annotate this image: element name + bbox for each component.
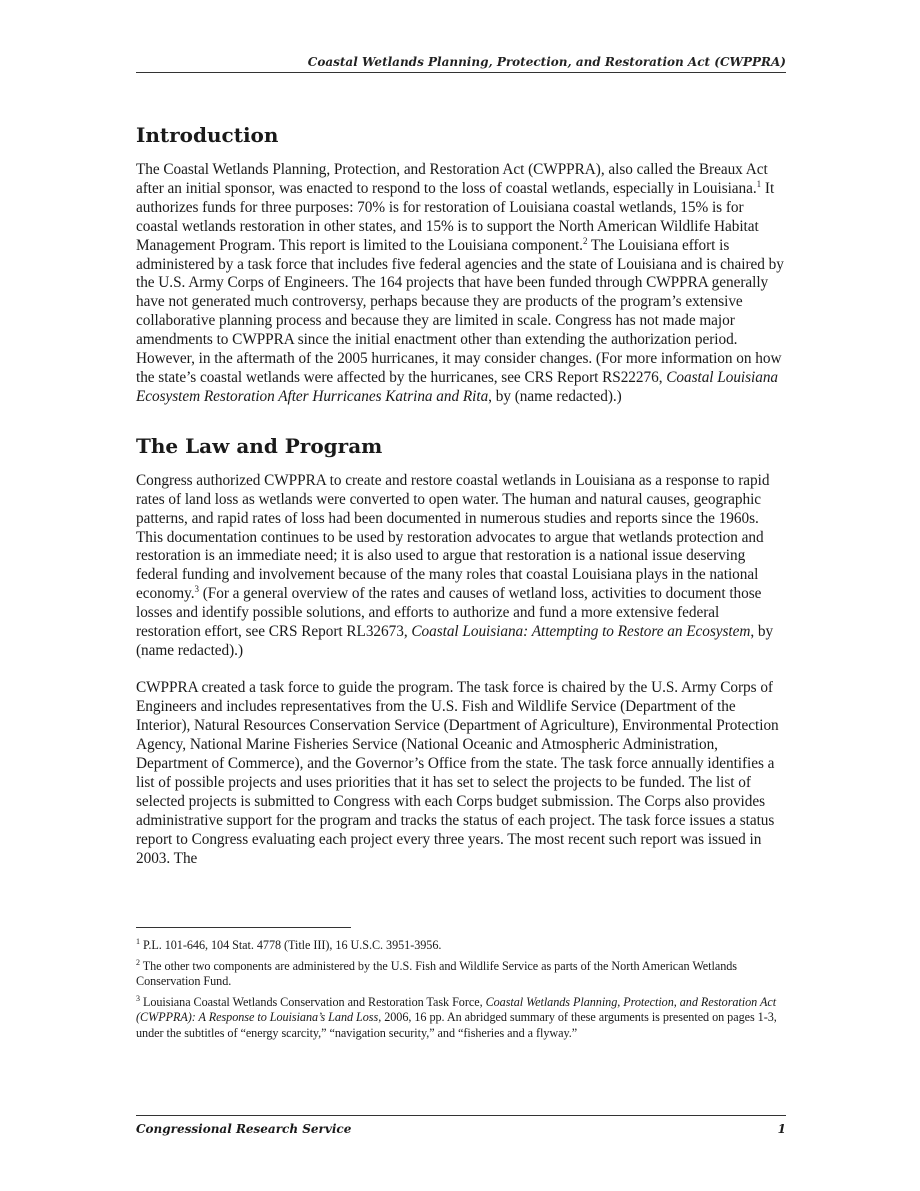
footnote-text-cont: , 2006, 16 pp. An abridged summary of these arguments is presented on pages 1-3, under the subtitles of “energy scarcity,” “navigation security,” and “fisheries and a flyway.”: [136, 1010, 777, 1040]
footnote-ref-1[interactable]: 1: [756, 178, 762, 189]
page-number: 1: [777, 1122, 786, 1136]
running-header: Coastal Wetlands Planning, Protection, and Restoration Act (CWPPRA): [307, 55, 786, 69]
footnote-number: 3: [136, 993, 140, 1003]
footnote-rule: [136, 927, 351, 928]
footnote-text: The other two components are administered by the U.S. Fish and Wildlife Service as parts of the North American Wetlands Conservation Fund.: [136, 958, 737, 989]
main-content: [136, 122, 786, 868]
footer-rule: [136, 1115, 786, 1116]
law-text-3: , by (name redacted).): [136, 623, 774, 659]
law-program-heading: The Law and Program: [136, 433, 383, 458]
law-paragraph-1: [136, 472, 786, 661]
footnote-report-title: Coastal Wetlands Planning, Protection, and Restoration Act (CWPPRA): A Response to Louisiana’s Land Loss: [136, 994, 777, 1025]
footnote-number: 2: [136, 957, 140, 967]
footnote-3: [136, 995, 786, 1042]
footnote-text: P.L. 101-646, 104 Stat. 4778 (Title III), 16 U.S.C. 3951-3956.: [142, 938, 442, 952]
footnote-ref-2[interactable]: 2: [582, 235, 588, 246]
footnote-ref-3[interactable]: 3: [194, 584, 199, 595]
report-title-rs22276: Coastal Louisiana Ecosystem Restoration After Hurricanes Katrina and Rita: [136, 368, 779, 405]
footnotes: [136, 938, 786, 1047]
footnote-number: 1: [136, 936, 140, 946]
law-text-1: Congress authorized CWPPRA to create and restore coastal wetlands in Louisiana as a response to rapid rates of land loss as wetlands were converted to open water. The human and natural causes, geographic patterns, and rapid rates of loss had been documented in numerous studies and reports since the 1960s. This documentation continues to be used by restoration advocates to argue that wetlands protection and restoration is an immediate need; it is also used to argue that restoration is a national issue deserving federal funding and involvement because of the many roles that coastal Louisiana plays in the national economy.: [136, 471, 770, 603]
footnote-1: [136, 938, 786, 954]
header-rule: [136, 72, 786, 73]
introduction-heading: Introduction: [136, 123, 279, 147]
law-paragraph-2: CWPPRA created a task force to guide the program. The task force is chaired by the U.S. Army Corps of Engineers and includes representatives from the U.S. Fish and Wildlife Service (Department of the Interior), Natural Resources Conservation Service (Department of Agriculture), Environmental Protection Agency, National Marine Fisheries Service (National Oceanic and Atmospheric Administration, Department of Commerce), and the Governor’s Office from the state. The task force annually identifies a list of possible projects and uses priorities that it has set to select the projects to be funded. The list of selected projects is submitted to Congress with each Corps budget submission. The Corps also provides administrative support for the program and tracks the status of each project. The task force issues a status report to Congress evaluating each project every three years. The most recent such report was issued in 2003. The: [136, 679, 779, 867]
footnote-2: [136, 959, 786, 990]
footnote-text: Louisiana Coastal Wetlands Conservation and Restoration Task Force,: [142, 994, 486, 1009]
intro-text-2: It authorizes funds for three purposes: 70% is for restoration of Louisiana coastal wetlands, 15% is for coastal wetlands restoration in other states, and 15% is to support the North American Wildlife Habitat Management Program. This report is limited to the Louisiana component.: [136, 179, 775, 254]
intro-text-4: , by (name redacted).): [488, 387, 622, 405]
report-title-rl32673: Coastal Louisiana: Attempting to Restore an Ecosystem: [411, 623, 751, 641]
footer-source: Congressional Research Service: [136, 1122, 352, 1136]
intro-text-3: The Louisiana effort is administered by a task force that includes five federal agencies and the state of Louisiana and is chaired by the U.S. Army Corps of Engineers. The 164 projects that have been funded through CWPPRA generally have not generated much controversy, perhaps because they are products of the program’s extensive collaborative planning process and because they are limited in scale. Congress has not made major amendments to CWPPRA since the initial enactment other than extending the authorization period. However, in the aftermath of the 2005 hurricanes, it may consider changes. (For more information on how the state’s coastal wetlands were affected by the hurricanes, see CRS Report RS22276,: [136, 236, 784, 386]
law-text-2: (For a general overview of the rates and causes of wetland loss, activities to document those losses and identify possible solutions, and efforts to authorize and fund a more extensive federal restoration effort, see CRS Report RL32673,: [136, 585, 762, 641]
introduction-paragraph: [136, 161, 786, 407]
intro-text-1: The Coastal Wetlands Planning, Protection, and Restoration Act (CWPPRA), also called the Breaux Act after an initial sponsor, was enacted to respond to the loss of coastal wetlands, especially in Louisiana.: [136, 161, 768, 197]
